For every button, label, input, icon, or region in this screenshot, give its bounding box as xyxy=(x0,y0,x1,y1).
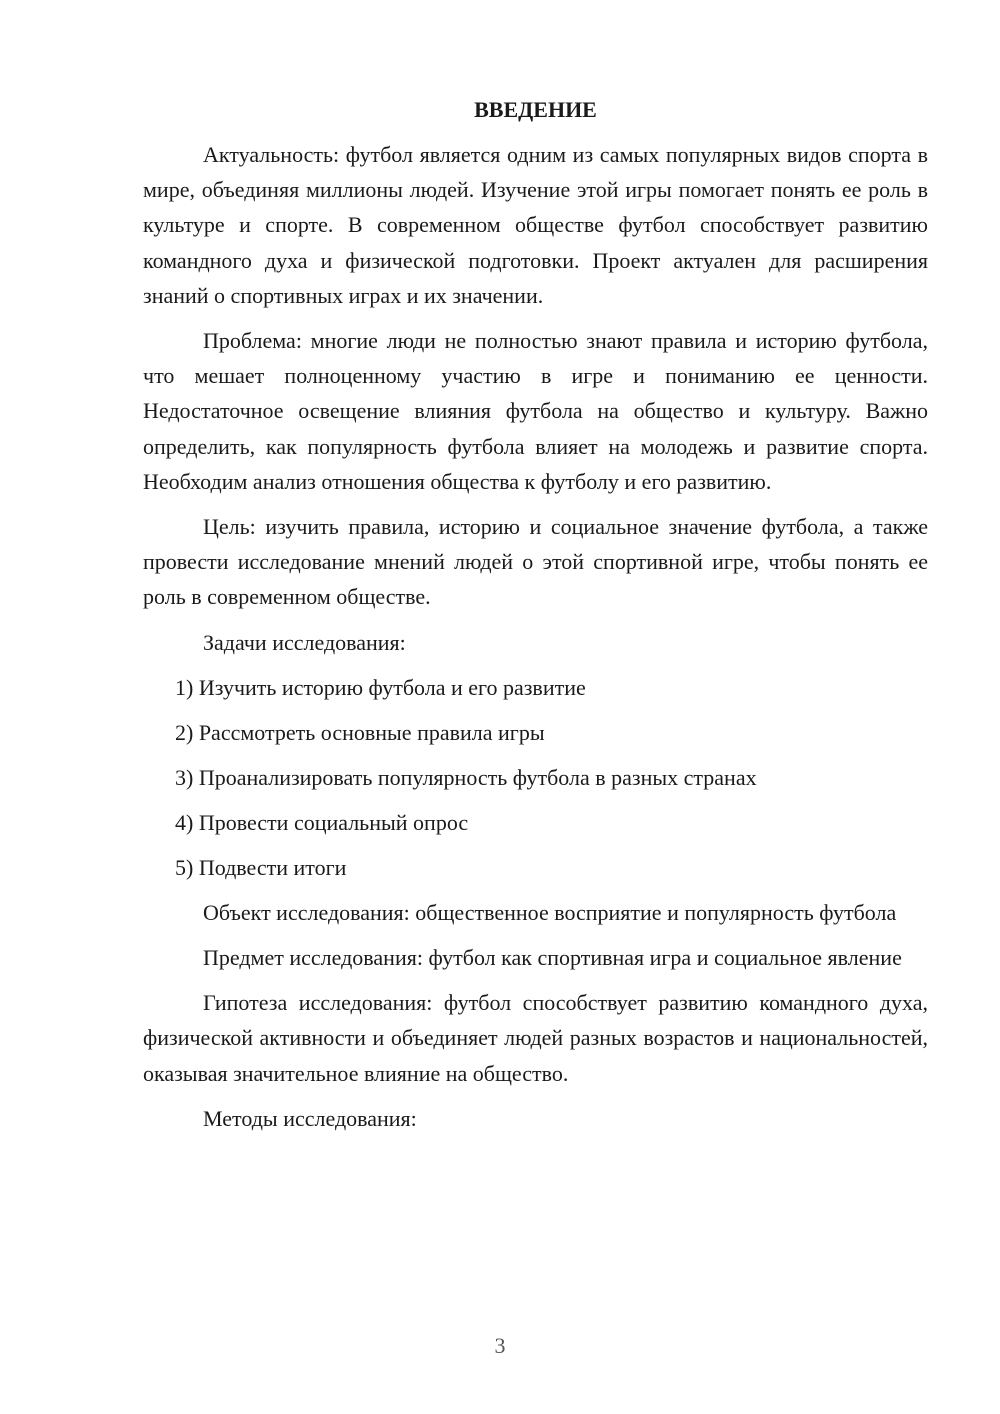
tasks-list xyxy=(143,670,928,885)
page-number: 3 xyxy=(494,1333,506,1358)
task-item-3: 3) Проанализировать популярность футбола в разных странах xyxy=(175,764,757,790)
paragraph-problem: Проблема: многие люди не полностью знают правила и историю футбола, что мешает полноценному участию в игре и пониманию ее ценности. Недостаточное освещение влияния футбола на общество и культуру. Важно определить, как популярность футбола влияет на молодежь и развитие спорта. Необходим анализ отношения общества к футболу и его развитию. xyxy=(143,328,928,494)
paragraph-relevance: Актуальность: футбол является одним из самых популярных видов спорта в мире, объединяя миллионы людей. Изучение этой игры помогает понять ее роль в культуре и спорте. В современном обществе футбол способствует развитию командного духа и физической подготовки. Проект актуален для расширения знаний о спортивных играх и их значении. xyxy=(143,142,928,308)
paragraph-goal: Цель: изучить правила, историю и социальное значение футбола, а также провести исследование мнений людей о этой спортивной игре, чтобы понять ее роль в современном обществе. xyxy=(143,514,928,610)
methods-heading: Методы исследования: xyxy=(203,1105,417,1131)
document-page xyxy=(143,92,928,1146)
task-item-1: 1) Изучить историю футбола и его развитие xyxy=(175,674,586,700)
paragraph-object: Объект исследования: общественное восприятие и популярность футбола xyxy=(203,899,897,925)
task-item-2: 2) Рассмотреть основные правила игры xyxy=(175,719,545,745)
section-title: ВВЕДЕНИЕ xyxy=(474,97,597,122)
paragraph-hypothesis: Гипотеза исследования: футбол способствует развитию командного духа, физической активности и объединяет людей разных возрастов и национальностей, оказывая значительное влияние на общество. xyxy=(143,990,928,1086)
task-item-5: 5) Подвести итоги xyxy=(175,854,347,880)
task-item-4: 4) Провести социальный опрос xyxy=(175,809,469,835)
paragraph-subject: Предмет исследования: футбол как спортивная игра и социальное явление xyxy=(203,945,902,971)
tasks-heading: Задачи исследования: xyxy=(203,629,406,655)
